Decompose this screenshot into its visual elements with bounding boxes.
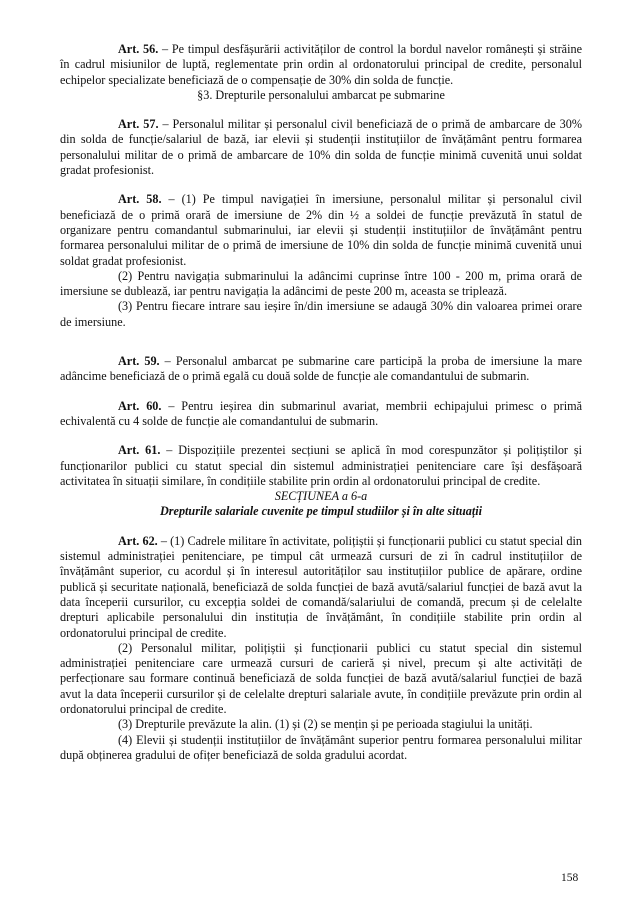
- article-60: [60, 399, 582, 430]
- article-62-paragraph-4: (4) Elevii și studenții instituțiilor de învățământ superior pentru formarea personalului militar după obținerea gradului de ofițer beneficiază de solda gradului acordat.: [60, 732, 582, 762]
- article-label: Art. 58.: [118, 192, 162, 207]
- article-62-paragraph-2: (2) Personalul militar, polițiștii și funcționarii publici cu statut special din sistemul administrației penitenciare care urmează cursuri de carieră și nivel, precum și alte activități de perfecționare sau formare continuă beneficiază de solda funcției de bază avută/salariul funcției de bază avut la data începerii cursurilor și de celelalte drepturi salariale avute, în condițiile prevăzute prin ordin al ordonatorului principal de credite.: [60, 640, 582, 716]
- article-62-paragraph-3: (3) Drepturile prevăzute la alin. (1) și (2) se mențin și pe perioada stagiului la unități.: [118, 717, 533, 732]
- article-label: Art. 56.: [118, 42, 159, 56]
- article-text: – Dispozițiile prezentei secțiuni se aplică în mod corespunzător și polițiștilor și funcționarilor publici cu statut special din sistemul administrației penitenciare care își desfășoară activitatea în situații similare, în condițiile stabilite prin ordin al ordonatorului principal de credite.: [60, 443, 582, 488]
- document-page: [60, 42, 582, 763]
- article-61: [60, 443, 582, 489]
- section-title: Drepturile salariale cuvenite pe timpul studiilor și în alte situații: [160, 504, 482, 519]
- article-58-paragraph-3: (3) Pentru fiecare intrare sau ieșire în/din imersiune se adaugă 30% din valoarea primei orare de imersiune.: [60, 299, 582, 329]
- article-57: [60, 117, 582, 178]
- article-text: – Pe timpul desfășurării activităților de control la bordul navelor românești și străine în cadrul misiunilor de luptă, reglementate prin ordin al ordonatorului principal de credite, personalul echipelor specializate beneficiază de o compensație de 30% din solda de funcție.: [60, 42, 582, 87]
- article-text: – Personalul ambarcat pe submarine care participă la proba de imersiune la mare adâncime beneficiază de o primă egală cu două solde de funcție ale comandantului de submarin.: [60, 354, 582, 384]
- article-text: – (1) Pe timpul navigației în imersiune, personalul militar și personalul civil beneficiază de o primă orară de imersiune de 2% din ½ a soldei de funcție prevăzută în statul de organizare pentru comandantul submarinului, iar elevii și studenții instituțiilor de învățământ pentru formarea personalului militar de o primă de imersiune de 10% din solda de funcție minimă cuvenită unui soldat gradat profesionist.: [60, 192, 582, 268]
- article-text: – Pentru ieșirea din submarinul avariat, membrii echipajului primesc o primă echivalentă cu 4 solde de funcție ale comandantului de submarin.: [60, 398, 582, 428]
- article-label: Art. 60.: [118, 398, 162, 413]
- section-heading: §3. Drepturile personalului ambarcat pe submarine: [197, 87, 445, 102]
- article-58-paragraph-2: (2) Pentru navigația submarinului la adâncimi cuprinse între 100 - 200 m, prima orară de imersiune se dublează, iar pentru navigația la adâncimi de peste 200 m, aceasta se triplează.: [60, 268, 582, 299]
- page-number: 158: [561, 872, 579, 884]
- article-label: Art. 59.: [118, 354, 160, 369]
- article-58-paragraph-1: [60, 192, 582, 268]
- article-label: Art. 62.: [118, 533, 158, 548]
- article-text: – Personalul militar și personalul civil beneficiază de o primă de ambarcare de 30% din solda de funcție/salariul de bază, iar elevii și studenții instituțiilor de învățământ pentru formarea personalului militar de o primă de ambarcare de 10% din solda de funcție minimă cuvenită unui soldat gradat profesionist.: [60, 117, 582, 178]
- article-text: – (1) Cadrele militare în activitate, polițiștii și funcționarii publici cu statut special din sistemul administrației penitenciare, pe timpul cât urmează cursuri de zi în cadrul instituțiilor de învățământ superior, cu acordul și în interesul autorităților sau instituțiilor publice de apărare, ordine publică și securitate națională, beneficiază de solda funcției de bază avută/salariul funcției de bază avut la data începerii cursurilor, cu excepția soldei de comandă/salariului de comandă, precum și de celelalte drepturi aplicabile personalului din instituția de învățământ, în condițiile stabilite prin ordin al ordonatorului principal de credite.: [60, 533, 582, 640]
- article-59: [60, 354, 582, 385]
- article-56: [60, 42, 582, 88]
- article-62-paragraph-1: [60, 534, 582, 641]
- article-label: Art. 61.: [118, 443, 161, 458]
- section-label: SECȚIUNEA a 6-a: [274, 489, 368, 504]
- article-label: Art. 57.: [118, 117, 159, 132]
